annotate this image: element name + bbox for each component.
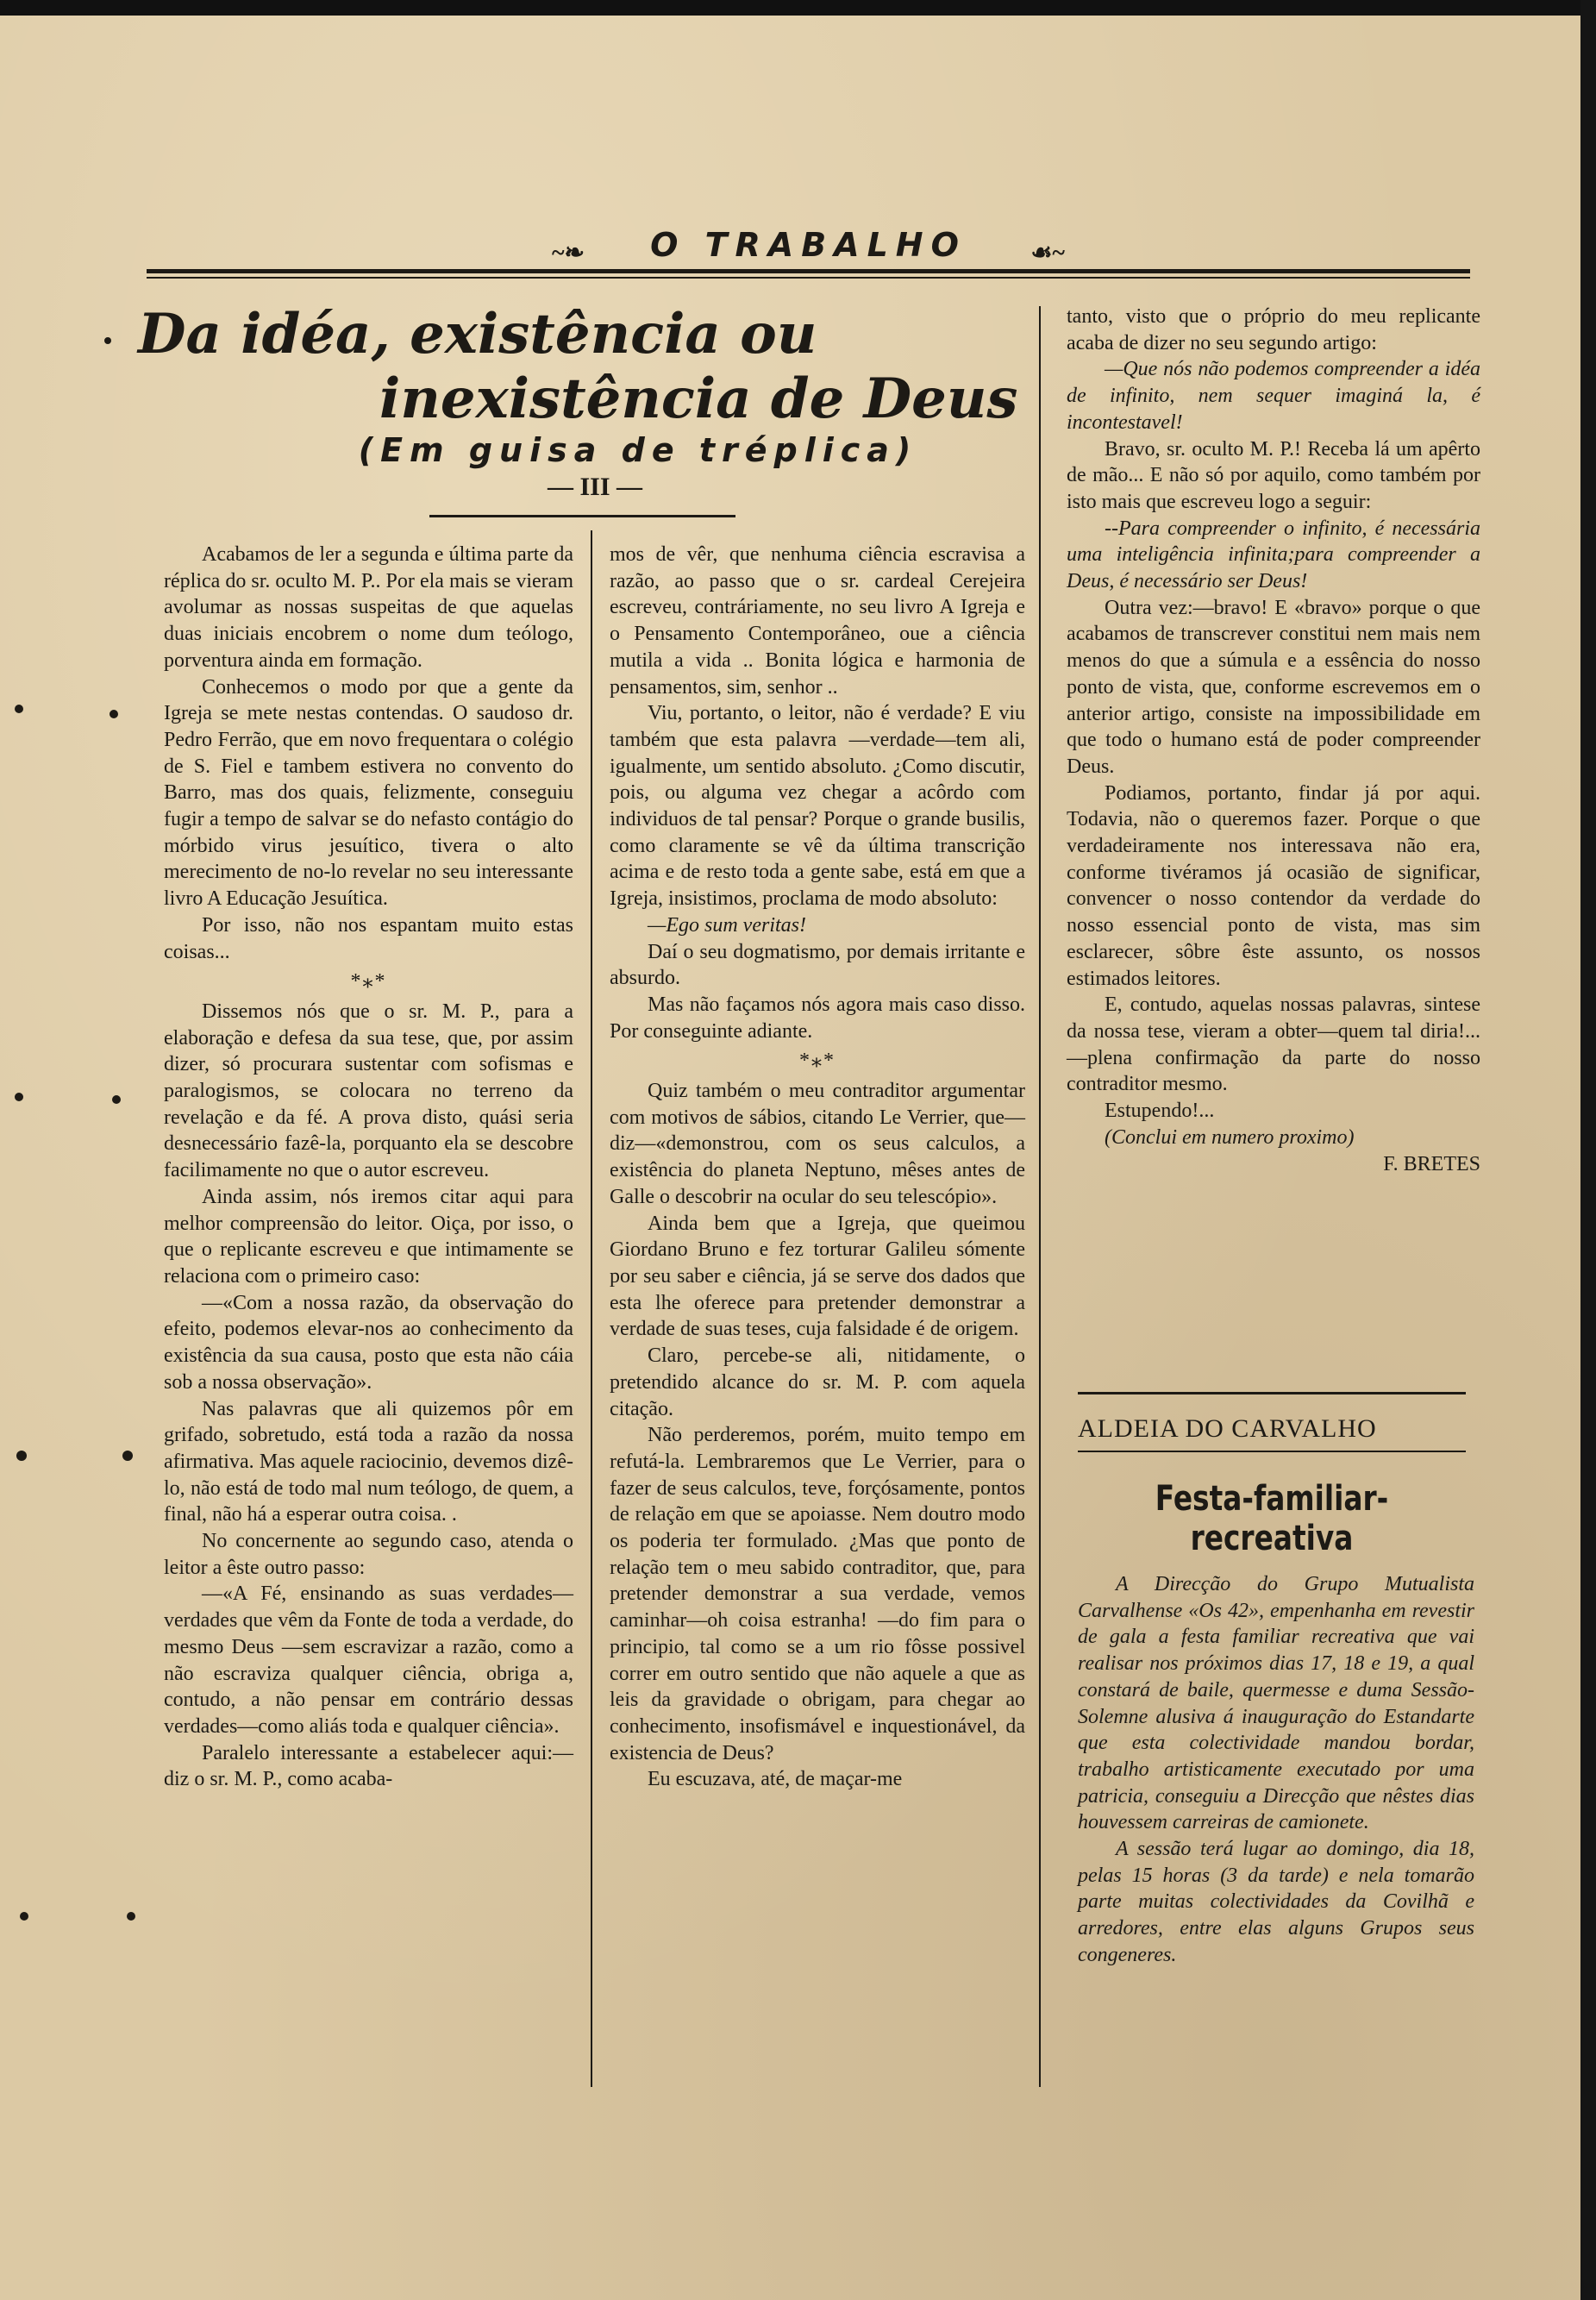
article-paragraph: Não perderemos, porém, muito tempo em refutá-la. Lembraremos que Le Verrier, para o fazer de seus calculos, teve, forçósamente, pontos de relação em que se apoiasse. Nem doutro modo os poderia ter formulado. ¿Mas que ponto de relação tem o meu sabido contraditor, que, para pretender demonstrar a sua verdade, vemos caminhar—oh coisa estranha! —do fim para o principio, tal como se a um rio fôsse possivel correr em outro sentido que não aquele a que as leis da gravidade o obrigam, para chegar ao conhecimento, insofismável e inquestionável, da existencia de Deus? xyxy=(610,1424,1025,1764)
article-paragraph: Conhecemos o modo por que a gente da Igreja se mete nestas contendas. O saudoso dr. Pedro Ferrão, que em novo frequentara o colégio de S. Fiel e tambem estivera no convento do Barro, mas dos quais, felizmente, conseguiu fugir a tempo de salvar se do nefasto contágio do mórbido virus jesuítico, tivera o alto merecimento de no-lo revelar no seu interessante livro A Educação Jesuítica. xyxy=(164,675,573,911)
article-subtitle: (Em guisa de tréplica) xyxy=(358,431,918,469)
hole-mark xyxy=(16,1451,27,1461)
ornament-left-icon: ~❧ xyxy=(552,240,585,266)
hole-mark xyxy=(112,1095,121,1104)
article-paragraph: Acabamos de ler a segunda e última parte da réplica do sr. oculto M. P.. Por ela mais se vieram avolumar as nossas suspeitas de que aquelas duas iniciais encobrem o nome dum teólogo, porventura ainda em formação. xyxy=(164,543,573,672)
article-paragraph: Outra vez:—bravo! E «bravo» porque o que acabamos de transcrever constitui nem mais nem menos do que a súmula e a essência do nosso ponto de vista, que, conforme escrevemos em o anterior artigo, consiste na impossibilidade em que todo o humano está de poder compreender Deus. xyxy=(1067,596,1480,778)
article-paragraph: —«Com a nossa razão, da observação do efeito, podemos elevar-nos ao conhecimento da existência da sua causa, posto que esta não cáia sob a nossa observação». xyxy=(164,1291,573,1394)
article-paragraph: —«A Fé, ensinando as suas verdades—verdades que vêm da Fonte de toda a verdade, do mesmo Deus —sem escravizar a razão, como a não escraviza qualquer ciência, obriga a, contudo, a não pensar em contrário dessas verdades—como aliás toda e qualquer ciência». xyxy=(164,1582,573,1738)
hole-mark xyxy=(15,1093,23,1101)
article-paragraph: Quiz também o meu contraditor argumentar com motivos de sábios, citando Le Verrier, que—diz—«demonstrou, com os seus calculos, a existência do planeta Neptuno, mêses antes de Galle o descobrir na ocular do seu telescópio». xyxy=(610,1080,1025,1208)
masthead-rule xyxy=(147,269,1470,273)
article-paragraph: Podiamos, portanto, findar já por aqui. Todavia, não o queremos fazer. Porque o que verdadeiramente nos interessava não era, conforme tivéramos já ocasião de significar, convencer o nosso contendor da verdade do nosso essencial ponto de vista, mas sim esclarecer, sôbre êste assunto, os nossos estimados leitores. xyxy=(1067,781,1480,990)
article-column-3 xyxy=(1067,304,1480,1177)
ornament-right-icon: ☙~ xyxy=(1030,240,1065,266)
section-divider xyxy=(1078,1392,1466,1394)
hole-mark xyxy=(104,337,111,344)
article-column-2 xyxy=(610,542,1025,1793)
article-paragraph: Bravo, sr. oculto M. P.! Receba lá um apêrto de mão... E não só por aquilo, como também por isto mais que escreveu logo a seguir: xyxy=(1067,437,1480,513)
article-paragraph: Por isso, não nos espantam muito estas coisas... xyxy=(164,913,573,963)
article-paragraph: E, contudo, aquelas nossas palavras, sintese da nossa tese, vieram a obter—quem tal diria!...—plena confirmação da parte do nosso contraditor mesmo. xyxy=(1067,993,1480,1096)
scan-border-right xyxy=(1580,0,1596,2300)
hole-mark xyxy=(122,1451,133,1461)
article-paragraph: Mas não façamos nós agora mais caso disso. Por conseguinte adiante. xyxy=(610,993,1025,1043)
article-paragraph: Claro, percebe-se ali, nitidamente, o pretendido alcance do sr. M. P. com aquela citação. xyxy=(610,1344,1025,1420)
news-location-heading: ALDEIA DO CARVALHO xyxy=(1078,1414,1377,1443)
newspaper-title: O TRABALHO xyxy=(650,226,967,264)
section-break-stars: *⁎* xyxy=(799,1050,836,1073)
quote-paragraph: —Que nós não podemos compreender a idéa de infinito, nem sequer imaginá la, é incontestavel! xyxy=(1067,358,1480,434)
article-paragraph: Viu, portanto, o leitor, não é verdade? E viu também que esta palavra —verdade—tem ali, igualmente, um sentido absoluto. ¿Como discutir, pois, ou alguma vez chegar a acôrdo com individuos de tal pensar? Porque o grande busilis, como claramente se vê da última transcrição acima e de resto toda a gente sabe, está em que a Igreja, insistimos, proclama de modo absoluto: xyxy=(610,702,1025,911)
article-paragraph: Eu escuzava, até, de maçar-me xyxy=(648,1768,903,1791)
quote-paragraph: A sessão terá lugar ao domingo, dia 18, pelas 15 horas (3 da tarde) e nela tomarão parte muitas colectividades da Covilhã e arredores, entre elas alguns Grupos seus congeneres. xyxy=(1078,1838,1474,1966)
news-column xyxy=(1078,1571,1474,1969)
section-break-stars: *⁎* xyxy=(350,970,387,993)
column-divider-right xyxy=(1039,306,1041,2087)
article-paragraph: Nas palavras que ali quizemos pôr em grifado, sobretudo, está toda a razão da nossa afirmativa. Mas aquele raciocinio, devemos dizê-lo, não está de todo mal num teólogo, de quem, a final, não há a esperar outra coisa. . xyxy=(164,1397,573,1526)
article-paragraph: Ainda assim, nós iremos citar aqui para melhor compreensão do leitor. Oiça, por isso, o que o replicante escreveu e que intimamente se relaciona com o primeiro caso: xyxy=(164,1185,573,1288)
quote-paragraph: —Ego sum veritas! xyxy=(648,913,806,937)
masthead-rule-thin xyxy=(147,277,1470,279)
hole-mark xyxy=(20,1912,28,1921)
news-headline: Festa-familiar-recreativa xyxy=(1155,1479,1389,1558)
location-underline xyxy=(1078,1451,1466,1452)
title-divider xyxy=(429,515,735,517)
article-paragraph: Estupendo!... xyxy=(1105,1100,1215,1123)
article-paragraph: mos de vêr, que nenhuma ciência escravisa a razão, ao passo que o sr. cardeal Cerejeira escreveu, contráriamente, no seu livro A Igreja e o Pensamento Contemporâneo, oue a ciência mutila a vida .. Bonita lógica e harmonia de pensamentos, sim, senhor .. xyxy=(610,543,1025,699)
article-section-number: — III — xyxy=(547,473,643,501)
article-paragraph: tanto, visto que o próprio do meu replicante acaba de dizer no seu segundo artigo: xyxy=(1067,305,1480,354)
hole-mark xyxy=(127,1912,135,1921)
masthead xyxy=(147,226,1470,278)
hole-mark xyxy=(110,710,118,718)
article-title-line1: Da idéa, existência ou xyxy=(138,302,817,367)
quote-paragraph: A Direcção do Grupo Mutualista Carvalhense «Os 42», empenhanha em revestir de gala a festa familiar recreativa que vai realisar nos próximos dias 17, 18 e 19, a qual constará de baile, quermesse e duma Sessão-Solemne alusiva á inauguração do Estandarte que esta colectividade mandou bordar, trabalho artisticamente executado por uma patricia, conseguiu a Direcção que nêstes dias houvessem carreiras de camionete. xyxy=(1078,1573,1474,1834)
article-paragraph: Dissemos nós que o sr. M. P., para a elaboração e defesa da sua tese, que, por assim dizer, só procurara sustentar com sofismas e paralogismos, se colocara no terreno da revelação e da fé. A prova disto, quási seria desnecessário fazê-la, porquanto ela se descobre facilimamente no que o autor escreveu. xyxy=(164,1000,573,1182)
article-paragraph: Ainda bem que a Igreja, que queimou Giordano Bruno e fez torturar Galileu sómente por seu saber e ciência, já se serve dos dados que esta lhe oferece para pretender demonstrar a verdade de suas teses, cuja falsidade é de origem. xyxy=(610,1212,1025,1341)
quote-paragraph: --Para compreender o infinito, é necessária uma inteligência infinita;para compreender a Deus, é necessário ser Deus! xyxy=(1067,517,1480,593)
hole-mark xyxy=(15,705,23,713)
quote-paragraph: (Conclui em numero proximo) xyxy=(1105,1125,1355,1149)
article-paragraph: No concernente ao segundo caso, atenda o leitor a êste outro passo: xyxy=(164,1530,573,1579)
author-signature: F. BRETES xyxy=(1383,1152,1480,1175)
article-paragraph: Daí o seu dogmatismo, por demais irritante e absurdo. xyxy=(610,940,1025,990)
scan-border-top xyxy=(0,0,1596,16)
article-paragraph: Paralelo interessante a estabelecer aqui:—diz o sr. M. P., como acaba- xyxy=(164,1741,573,1791)
column-divider-left xyxy=(591,530,592,2087)
article-column-1 xyxy=(164,542,573,1793)
article-title-line2: inexistência de Deus xyxy=(379,367,1018,431)
